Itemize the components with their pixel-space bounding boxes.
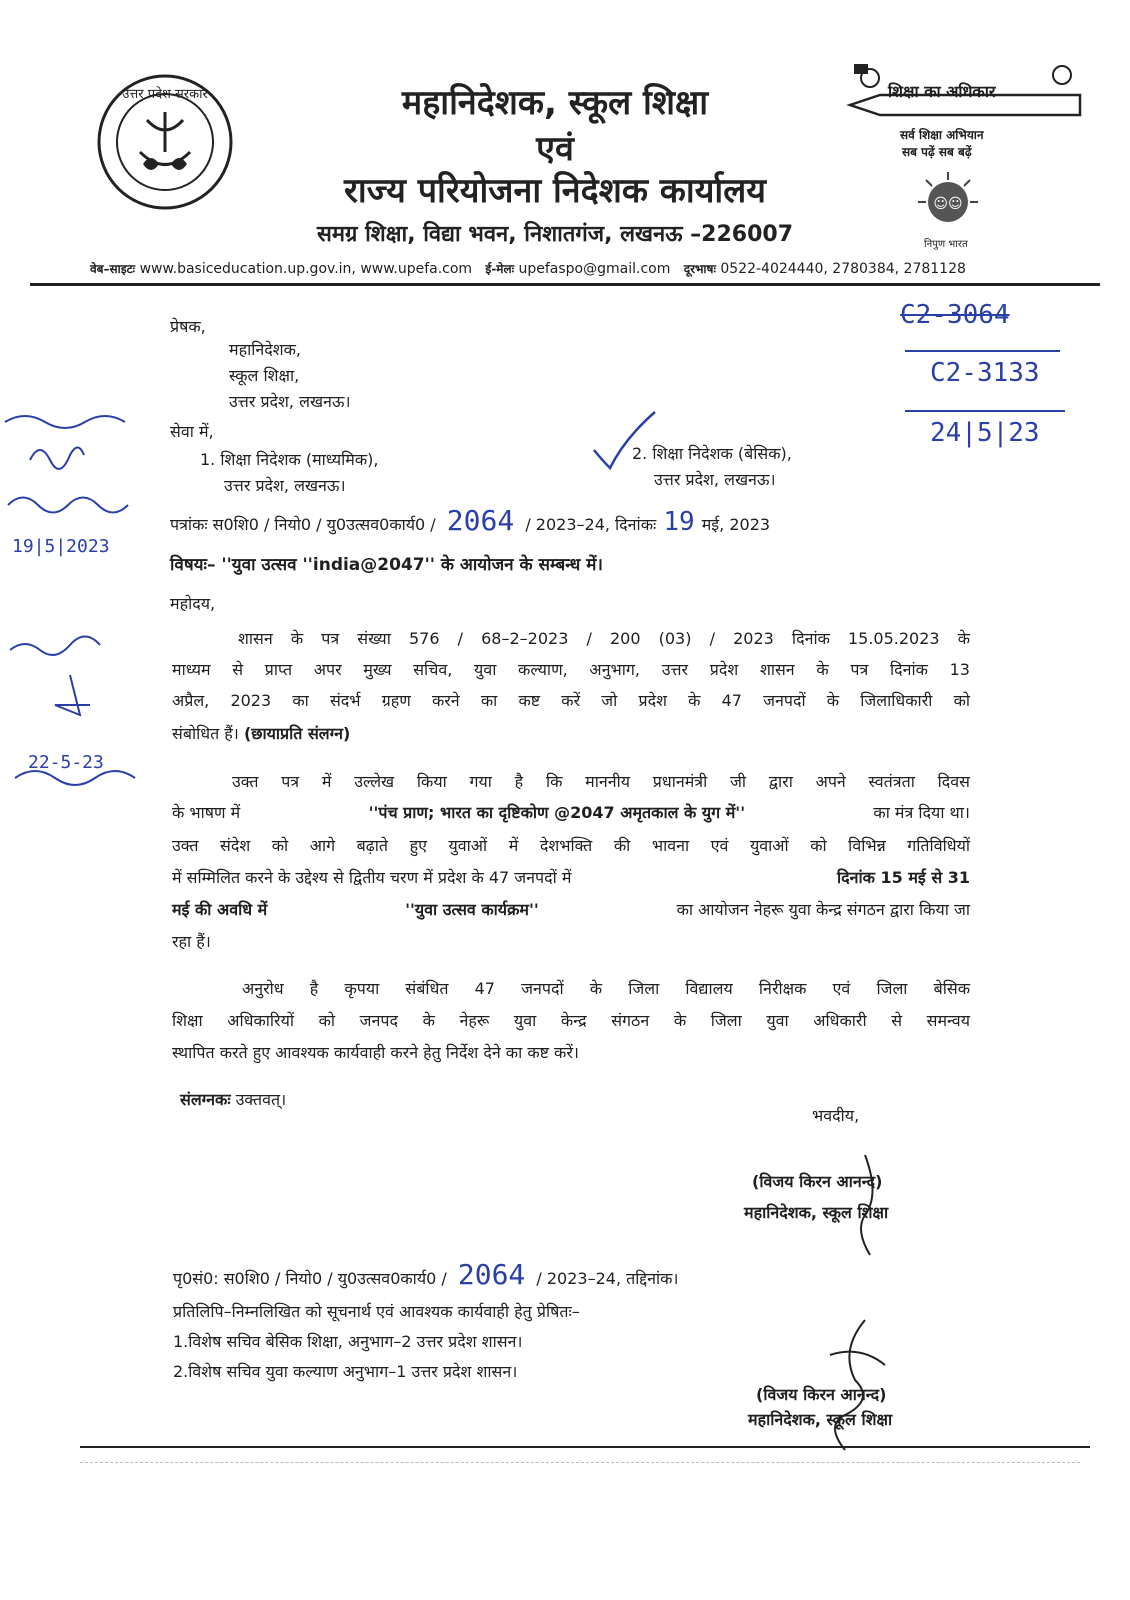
ssa-line1: सर्व शिक्षा अभियान [900, 128, 984, 142]
para2-programme: ''युवा उत्सव कार्यक्रम'' [405, 900, 539, 919]
copy-item: 1.विशेष सचिव बेसिक शिक्षा, अनुभाग–2 उत्तर प्रदेश शासन। [173, 1332, 523, 1351]
para2-date-range: दिनांक 15 मई से 31 [836, 868, 970, 887]
para2-text: का आयोजन नेहरू युवा केन्द्र संगठन द्वारा किया जा [676, 900, 970, 919]
svg-text:☺☺: ☺☺ [933, 196, 963, 212]
email-label: ई-मेलः [485, 262, 515, 276]
para2-line: उक्त पत्र में उल्लेख किया गया है कि माननीय प्रधानमंत्री जी द्वारा अपने स्वतंत्रता दिवस [232, 772, 970, 791]
copy-heading: प्रतिलिपि–निम्नलिखित को सूचनार्थ एवं आवश्यक कार्यवाही हेतु प्रेषितः– [173, 1302, 580, 1321]
para2-quote: ''पंच प्राण; भारत का दृष्टिकोण @2047 अमृतकाल के युग में'' [368, 803, 746, 822]
recipient-2-address: उत्तर प्रदेश, लखनऊ। [654, 470, 776, 489]
enclosure-value: उक्तवत्। [235, 1090, 287, 1109]
para2-line [172, 868, 970, 888]
header-title-line1: महानिदेशक, स्कूल शिक्षा [401, 83, 709, 123]
footer-divider [80, 1446, 1090, 1448]
para3-line: अनुरोध है कृपया संबंधित 47 जनपदों के जिला विद्यालय निरीक्षक एवं जिला बेसिक [242, 979, 970, 998]
phone-label: दूरभाषः [683, 262, 716, 276]
email-link[interactable]: upefaspo@gmail.com [518, 261, 671, 277]
phone-number: 0522-4024440, 2780384, 2781128 [720, 261, 966, 277]
para1-text: संबोधित हैं। [172, 724, 239, 743]
sender-line: स्कूल शिक्षा, [229, 366, 300, 385]
para3-line: स्थापित करते हुए आवश्यक कार्यवाही करने हेतु निर्देश देने का कष्ट करें। [172, 1043, 579, 1062]
header-title-line3: राज्य परियोजना निदेशक कार्यालय [343, 171, 767, 211]
para3-line: शिक्षा अधिकारियों को जनपद के नेहरू युवा केन्द्र संगठन के जिला युवा अधिकारी से समन्वय [172, 1011, 970, 1030]
right-logo-group [840, 60, 1095, 260]
para2-line: रहा हैं। [172, 932, 211, 951]
para1-line: अप्रैल, 2023 का संदर्भ ग्रहण करने का कष्ट करें जो प्रदेश के 47 जनपदों के जिलाधिकारी को [172, 691, 970, 710]
header-title-line2: एवं [536, 129, 574, 169]
header-divider [30, 283, 1100, 286]
para1-line-last [172, 724, 350, 744]
website-label: वेब–साइटः [90, 262, 136, 276]
reference-line [170, 504, 771, 537]
reference-suffix: / 2023–24, दिनांकः [525, 515, 657, 534]
up-government-seal [95, 72, 235, 212]
margin-scribbles [0, 400, 160, 800]
para2-line: उक्त संदेश को आगे बढ़ाते हुए युवाओं में देशभक्ति की भावना एवं युवाओं को विभिन्न गतिविधियों [172, 836, 970, 855]
para2-line [172, 803, 970, 823]
para1-line: शासन के पत्र संख्या 576 / 68–2–2023 / 200 (03) / 2023 दिनांक 15.05.2023 के [238, 629, 970, 648]
rte-title: शिक्षा का अधिकार [888, 82, 996, 101]
closing: भवदीय, [812, 1106, 860, 1125]
ssa-line2: सब पढ़ें सब बढ़ें [902, 145, 972, 159]
handwritten-date: 19|5|2023 [12, 536, 110, 557]
para2-text: के भाषण में [172, 803, 241, 822]
seal-text: उत्तर प्रदेश सरकार [122, 87, 208, 102]
para1-line: माध्यम से प्राप्त अपर मुख्य सचिव, युवा कल्याण, अनुभाग, उत्तर प्रदेश शासन के पत्र दिनांक 13 [172, 660, 970, 679]
copy-reference-suffix: / 2023–24, तद्दिनांक। [536, 1269, 679, 1288]
website-link[interactable]: www.basiceducation.up.gov.in, www.upefa.com [139, 261, 473, 277]
signatory-name: (विजय किरन आनन्द) [756, 1385, 887, 1404]
footer-faint-rule [80, 1462, 1080, 1463]
para1-enclosure-note: (छायाप्रति संलग्न) [243, 724, 351, 743]
handwritten-date: 22-5-23 [28, 752, 104, 773]
handwritten-annotation: C2-3133 [930, 358, 1040, 388]
para2-line [172, 900, 970, 920]
reference-number: 2064 [446, 504, 515, 537]
para2-text: में सम्मिलित करने के उद्देश्य से द्वितीय चरण में प्रदेश के 47 जनपदों में [172, 868, 572, 887]
handwritten-annotation: C2-3064 [900, 300, 1010, 330]
copy-reference-prefix: पृ0सं0: स0शि0 / नियो0 / यु0उत्सव0कार्य0 / [173, 1269, 447, 1288]
para2-date-range: मई की अवधि में [172, 900, 268, 919]
sender-line: महानिदेशक, [229, 340, 301, 359]
signatory-title: महानिदेशक, स्कूल शिक्षा [748, 1410, 893, 1429]
recipients-label: सेवा में, [170, 422, 214, 441]
copy-item: 2.विशेष सचिव युवा कल्याण अनुभाग–1 उत्तर प्रदेश शासन। [173, 1362, 518, 1381]
recipient-1: 1. शिक्षा निदेशक (माध्यमिक), [200, 450, 379, 469]
reference-prefix: पत्रांकः स0शि0 / नियो0 / यु0उत्सव0कार्य0 / [170, 515, 436, 534]
reference-month-year: मई, 2023 [701, 515, 771, 534]
sender-line: उत्तर प्रदेश, लखनऊ। [229, 392, 351, 411]
recipient-1-address: उत्तर प्रदेश, लखनऊ। [224, 476, 346, 495]
copy-reference-line [173, 1258, 679, 1291]
signatory-title: महानिदेशक, स्कूल शिक्षा [744, 1203, 889, 1222]
signatory-name: (विजय किरन आनन्द) [752, 1172, 883, 1191]
header-address: समग्र शिक्षा, विद्या भवन, निशातगंज, लखनऊ –226007 [316, 222, 794, 247]
handwritten-annotation: 24|5|23 [930, 418, 1040, 448]
subject-line: विषयः– ''युवा उत्सव ''india@2047'' के आयोजन के सम्बन्ध में। [170, 555, 603, 575]
reference-day: 19 [663, 507, 695, 537]
handwritten-underline [905, 350, 1060, 352]
copy-reference-number: 2064 [457, 1258, 526, 1291]
nipun-bharat-icon [908, 170, 988, 230]
recipient-2: 2. शिक्षा निदेशक (बेसिक), [632, 444, 792, 463]
sender-label: प्रेषक, [170, 317, 206, 336]
salutation: महोदय, [170, 594, 216, 613]
enclosure-line [180, 1090, 286, 1110]
contact-line [90, 260, 1090, 277]
enclosure-label: संलग्नकः [180, 1090, 231, 1109]
handwritten-underline [905, 410, 1065, 412]
nipun-label: निपुण भारत [924, 239, 968, 250]
para2-text: का मंत्र दिया था। [873, 803, 970, 822]
